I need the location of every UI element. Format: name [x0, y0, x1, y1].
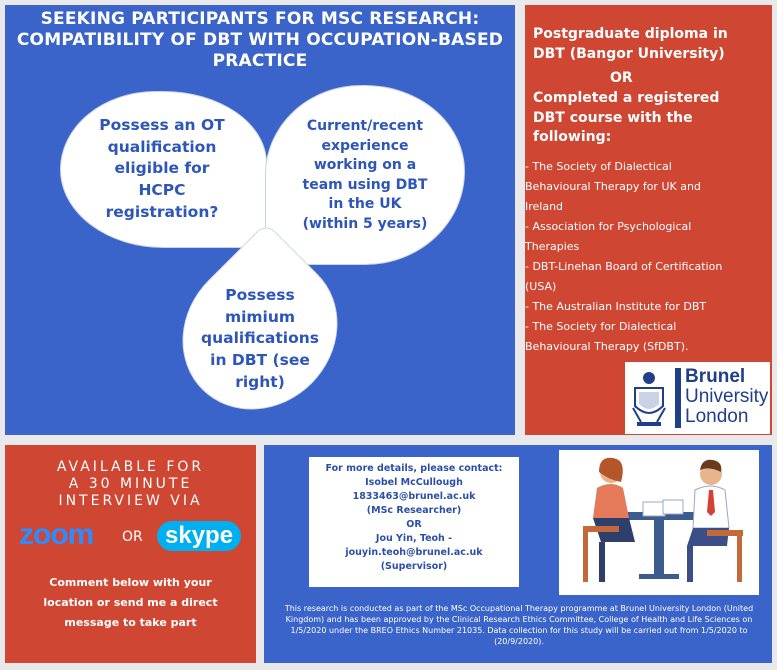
qualifications-panel	[525, 5, 772, 435]
qualification-heading-1: Postgraduate diploma in DBT (Bangor University)	[533, 26, 728, 62]
comment-instruction: Comment below with your location or send me a direct message to take part	[43, 576, 218, 629]
brunel-logo	[625, 362, 770, 434]
logo-line-1: Brunel	[685, 366, 746, 387]
criteria-panel	[5, 5, 515, 435]
poster-title-line-3: PRACTICE	[212, 51, 308, 71]
availability-panel	[5, 445, 256, 663]
logo-line-3: London	[685, 406, 749, 427]
availability-or: OR	[122, 529, 143, 545]
skype-logo: skype	[157, 521, 241, 551]
course-item-3: - DBT-Linehan Board of Certification (USA)	[525, 260, 723, 293]
logo-bar	[675, 368, 681, 428]
contact-box	[309, 457, 519, 587]
poster-title-line-2: COMPATIBILITY OF DBT WITH OCCUPATION-BASED	[16, 30, 504, 50]
contact-role-1: (MSc Researcher)	[366, 505, 462, 516]
crest-icon	[629, 368, 669, 428]
contact-panel	[264, 445, 772, 663]
petal-right-text: Current/recent experience working on a team using DBT in the UK (within 5 years)	[302, 118, 428, 232]
interview-illustration	[559, 450, 759, 595]
course-item-5: - The Society for Dialectical Behavioural Therapy (SfDBT).	[525, 320, 689, 353]
contact-line-1: For more details, please contact:	[325, 463, 503, 474]
course-item-1: - The Society of Dialectical Behavioural Therapy for UK and Ireland	[525, 160, 701, 213]
zoom-logo: zoom	[19, 518, 94, 551]
qualification-or: OR	[610, 70, 633, 86]
availability-line-1: AVAILABLE FOR	[56, 459, 205, 475]
course-item-4: - The Australian Institute for DBT	[525, 300, 707, 313]
contact-email-2[interactable]: jouyin.teoh@brunel.ac.uk	[345, 547, 483, 558]
poster-title-line-1: SEEKING PARTICIPANTS FOR MSC RESEARCH:	[40, 9, 480, 29]
contact-name-2: Jou Yin, Teoh -	[375, 533, 453, 544]
contact-role-2: (Supervisor)	[380, 561, 448, 572]
availability-line-3: INTERVIEW VIA	[58, 493, 203, 509]
contact-or: OR	[406, 519, 422, 530]
availability-line-2: A 30 MINUTE	[68, 476, 193, 492]
contact-name-1: Isobel McCullough	[365, 477, 463, 488]
contact-email-1[interactable]: 1833463@brunel.ac.uk	[352, 491, 476, 502]
petal-left-text: Possess an OT qualification eligible for HCPC registration?	[99, 116, 225, 221]
course-item-2: - Association for Psychological Therapies	[525, 220, 692, 253]
qualification-heading-2: Completed a registered DBT course with the following:	[533, 90, 720, 146]
logo-line-2: University	[685, 386, 769, 407]
ethics-footer: This research is conducted as part of the MSc Occupational Therapy programme at Brunel University London (United Kingdom) and has been approved by the Clinical Research Ethics Committee, College of Health and Life Sciences on 1/5/2020 under the BREO Ethics Number 21035. Data collection for this study will be carried out from 1/5/2020 to (20/9/2020).	[284, 604, 754, 646]
petal-bottom-text: Possess mimium qualifications in DBT (see right)	[201, 286, 319, 391]
